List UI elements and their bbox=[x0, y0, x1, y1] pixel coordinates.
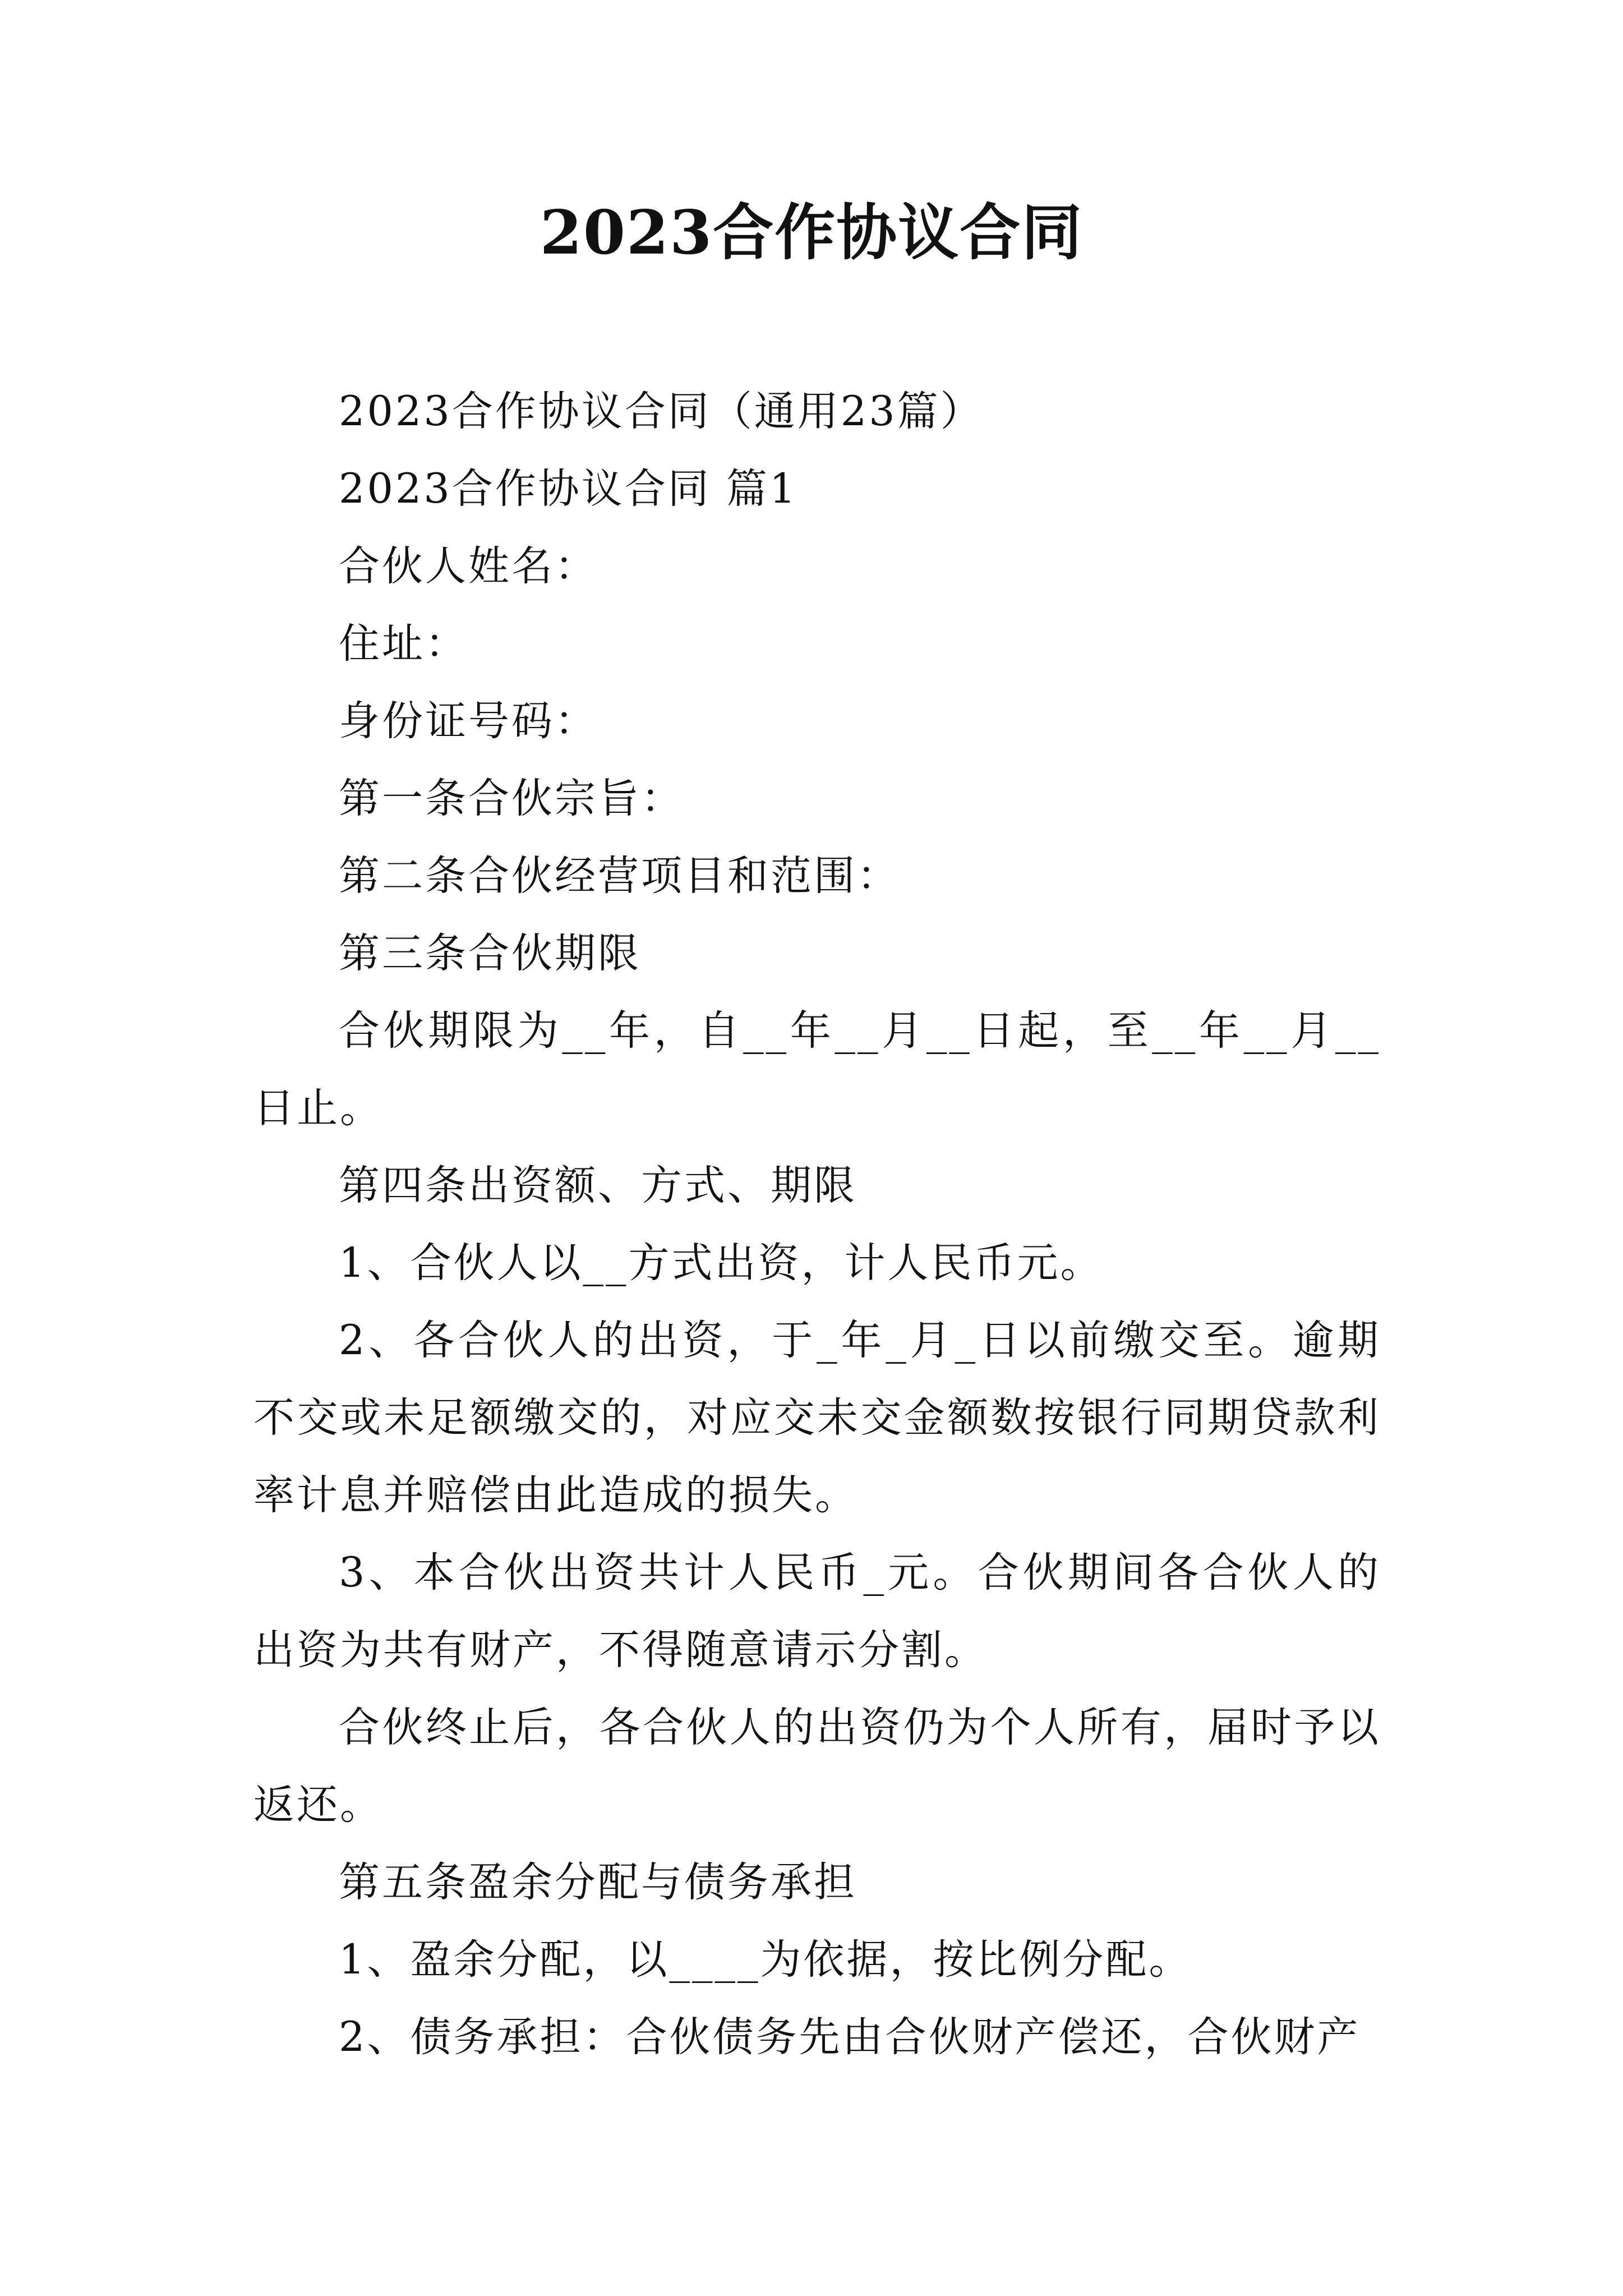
paragraph: 2023合作协议合同（通用23篇） bbox=[339, 388, 984, 435]
paragraph: 身份证号码： bbox=[339, 697, 598, 745]
paragraph: 第五条盈余分配与债务承担 bbox=[339, 1858, 857, 1906]
paragraph: 第一条合伙宗旨： bbox=[339, 775, 684, 822]
paragraph: 第二条合伙经营项目和范围： bbox=[339, 852, 900, 900]
paragraph: 3、本合伙出资共计人民币_元。合伙期间各合伙人的出资为共有财产，不得随意请示分割。 bbox=[253, 1549, 1381, 1674]
paragraph: 合伙期限为__年，自__年__月__日起，至__年__月__日止。 bbox=[253, 1007, 1381, 1132]
document-title: 2023合作协议合同 bbox=[540, 197, 1083, 268]
paragraph: 第四条出资额、方式、期限 bbox=[339, 1162, 857, 1209]
paragraph: 合伙终止后，各合伙人的出资仍为个人所有，届时予以返还。 bbox=[253, 1704, 1381, 1829]
paragraph: 2、各合伙人的出资，于_年_月_日以前缴交至。逾期不交或未足额缴交的，对应交未交金额数按银行同期贷款利率计息并赔偿由此造成的损失。 bbox=[253, 1317, 1381, 1519]
paragraph: 1、盈余分配，以____为依据，按比例分配。 bbox=[339, 1936, 1192, 1984]
document-body bbox=[253, 373, 1381, 2076]
paragraph: 第三条合伙期限 bbox=[339, 930, 641, 977]
paragraph: 住址： bbox=[339, 620, 468, 668]
paragraph: 合伙人姓名： bbox=[339, 542, 598, 590]
paragraph: 2023合作协议合同 篇1 bbox=[339, 465, 798, 513]
paragraph: 1、合伙人以__方式出资，计人民币元。 bbox=[339, 1239, 1104, 1287]
paragraph: 2、债务承担：合伙债务先由合伙财产偿还，合伙财产 bbox=[339, 2013, 1361, 2061]
